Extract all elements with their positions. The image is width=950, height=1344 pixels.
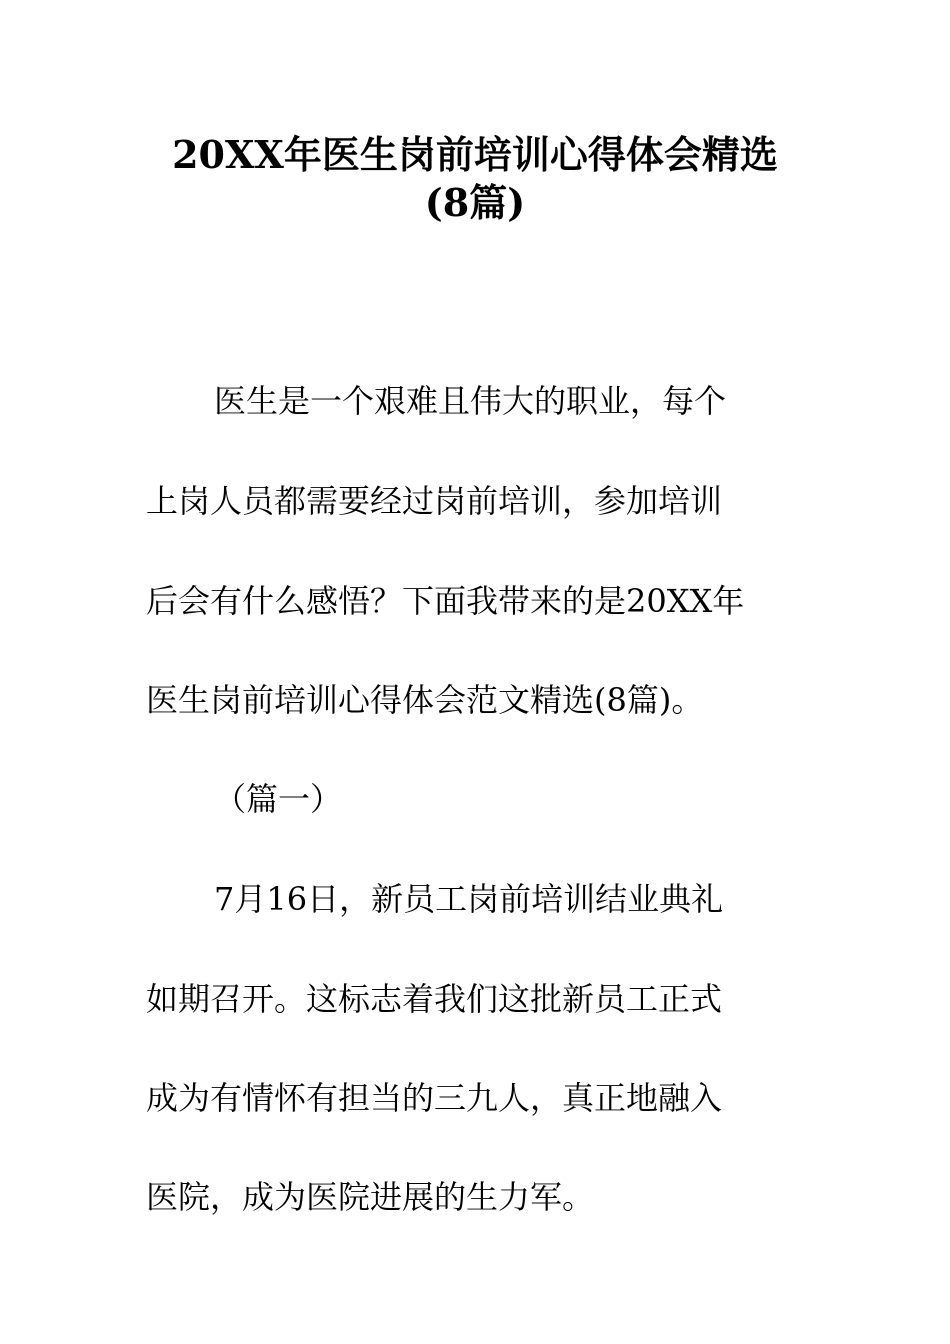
intro-paragraph-line-3: 后会有什么感悟？下面我带来的是20XX年 bbox=[146, 582, 745, 620]
intro-paragraph-line-2: 上岗人员都需要经过岗前培训，参加培训 bbox=[146, 482, 723, 520]
document-title-line-2: (8篇) bbox=[424, 180, 526, 225]
section-heading: （篇一） bbox=[214, 780, 343, 818]
body-paragraph-line-3: 成为有情怀有担当的三九人，真正地融入 bbox=[146, 1079, 723, 1117]
document-title-line-1: 20XX年医生岗前培训心得体会精选 bbox=[172, 132, 778, 177]
body-paragraph-line-4: 医院，成为医院进展的生力军。 bbox=[146, 1178, 595, 1216]
body-paragraph-line-1: 7月16日，新员工岗前培训结业典礼 bbox=[214, 880, 724, 918]
body-paragraph-line-2: 如期召开。这标志着我们这批新员工正式 bbox=[146, 980, 723, 1018]
intro-paragraph-line-1: 医生是一个艰难且伟大的职业，每个 bbox=[214, 382, 727, 420]
intro-paragraph-line-4: 医生岗前培训心得体会范文精选(8篇)。 bbox=[146, 681, 704, 719]
